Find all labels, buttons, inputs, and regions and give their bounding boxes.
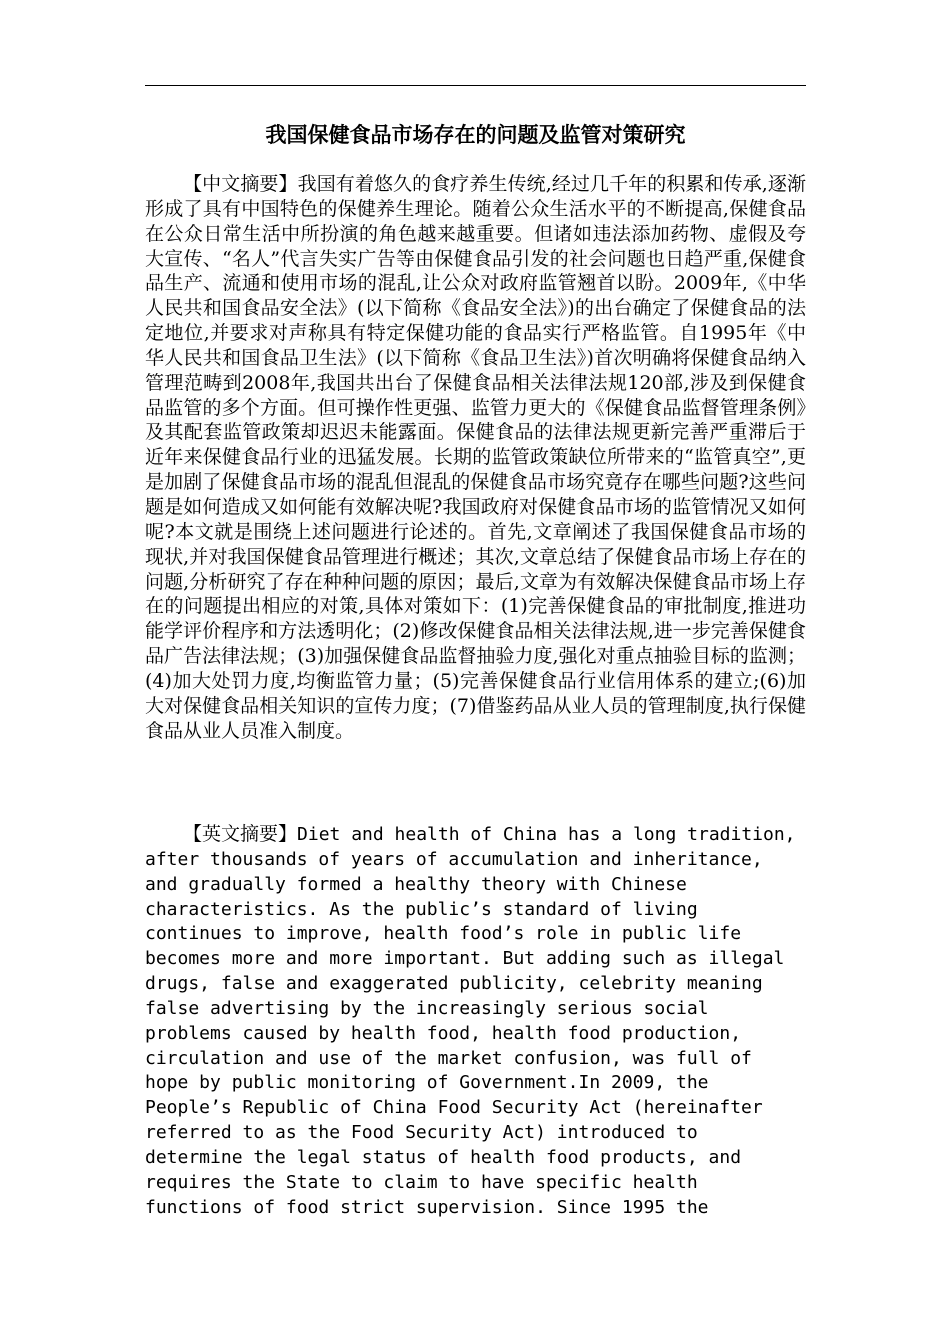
english-abstract [145, 822, 806, 1221]
english-abstract-label: 【英文摘要】 [183, 823, 298, 845]
header-rule [145, 85, 806, 86]
chinese-abstract [145, 172, 806, 743]
chinese-abstract-label: 【中文摘要】 [183, 173, 298, 195]
document-title: 我国保健食品市场存在的问题及监管对策研究 [265, 123, 686, 147]
english-abstract-text: Diet and health of China has a long tradition, after thousands of years of accumulation and inheritance, and gradually formed a healthy theory with Chinese characteristics. As the public’s standard of living continues to improve, health food’s role in public life becomes more and more important. But adding such as illegal drugs, false and exaggerated publicity, celebrity meaning false advertising by the increasingly serious social problems caused by health food, health food production, circulation and use of the market confusion, was full of hope by public monitoring of Government.In 2009, the People’s Republic of China Food Security Act (hereinafter referred to as the Food Security Act) introduced to determine the legal status of health food products, and requires the State to claim to have specific health functions of food strict supervision. Since 1995 the [145, 824, 796, 1218]
chinese-abstract-text: 我国有着悠久的食疗养生传统,经过几千年的积累和传承,逐渐形成了具有中国特色的保健养生理论。随着公众生活水平的不断提高,保健食品在公众日常生活中所扮演的角色越来越重要。但诸如违法添加药物、虚假及夸大宣传、“名人”代言失实广告等由保健食品引发的社会问题也日趋严重,保健食品生产、流通和使用市场的混乱,让公众对政府监管翘首以盼。2009年,《中华人民共和国食品安全法》(以下简称《食品安全法》)的出台确定了保健食品的法定地位,并要求对声称具有特定保健功能的食品实行严格监管。自1995年《中华人民共和国食品卫生法》(以下简称《食品卫生法》)首次明确将保健食品纳入管理范畴到2008年,我国共出台了保健食品相关法律法规120部,涉及到保健食品监管的多个方面。但可操作性更强、监管力更大的《保健食品监督管理条例》及其配套监管政策却迟迟未能露面。保健食品的法律法规更新完善严重滞后于近年来保健食品行业的迅猛发展。长期的监管政策缺位所带来的“监管真空”,更是加剧了保健食品市场的混乱但混乱的保健食品市场究竟存在哪些问题?这些问题是如何造成又如何能有效解决呢?我国政府对保健食品市场的监管情况又如何呢?本文就是围绕上述问题进行论述的。首先,文章阐述了我国保健食品市场的现状,并对我国保健食品管理进行概述；其次,文章总结了保健食品市场上存在的问题,分析研究了存在种种问题的原因；最后,文章为有效解决保健食品市场上存在的问题提出相应的对策,具体对策如下：(1)完善保健食品的审批制度,推进功能学评价程序和方法透明化；(2)修改保健食品相关法律法规,进一步完善保健食品广告法律法规；(3)加强保健食品监督抽验力度,强化对重点抽验目标的监测；(4)加大处罚力度,均衡监管力量；(5)完善保健食品行业信用体系的建立;(6)加大对保健食品相关知识的宣传力度；(7)借鉴药品从业人员的管理制度,执行保健食品从业人员准入制度。 [145, 173, 806, 742]
